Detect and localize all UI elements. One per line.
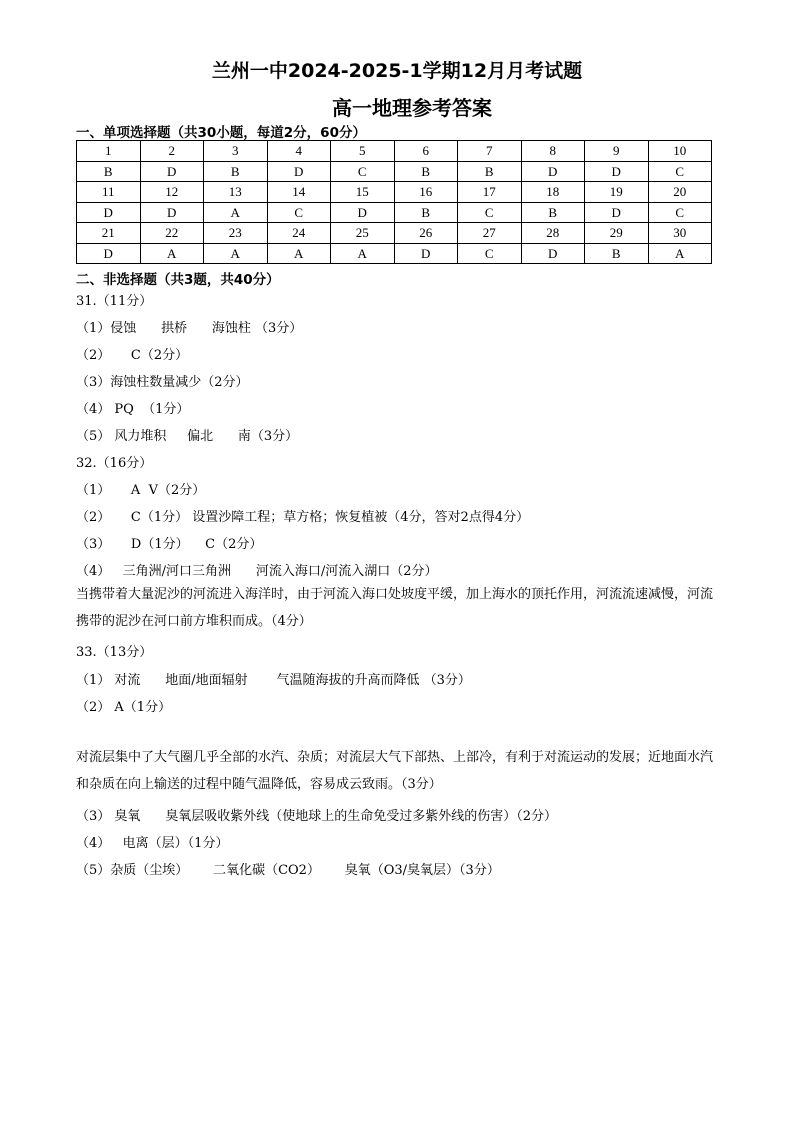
answer-row xyxy=(77,202,712,223)
question-number-cell: 1 xyxy=(77,141,141,162)
question-number-cell: 5 xyxy=(331,141,395,162)
answer-row xyxy=(77,243,712,264)
question-number-cell: 19 xyxy=(585,182,649,203)
q31-answer-4: （4） PQ （1分） xyxy=(76,402,190,417)
q33-explanation: 对流层集中了大气圈几乎全部的水汽、杂质；对流层大气下部热、上部冷，有利于对流运动的发展；近地面水汽和杂质在向上输送的过程中随气温降低，容易成云致雨。（3分） xyxy=(76,750,714,792)
question-number-cell: 28 xyxy=(521,223,585,244)
answer-cell: C xyxy=(458,202,522,223)
question-number-cell: 9 xyxy=(585,141,649,162)
q32-answer-3: （3） D（1分） C（2分） xyxy=(76,537,263,552)
answer-cell: C xyxy=(267,202,331,223)
answer-row xyxy=(77,161,712,182)
question-number-row xyxy=(77,141,712,162)
answer-cell: D xyxy=(267,161,331,182)
q33-answer-2: （2） A（1分） xyxy=(76,700,172,715)
question-number-cell: 15 xyxy=(331,182,395,203)
q32-answer-1: （1） A V（2分） xyxy=(76,483,206,498)
q33-answer-4: （4） 电离（层）（1分） xyxy=(76,836,229,851)
q31-answer-5: （5） 风力堆积 偏北 南（3分） xyxy=(76,429,299,444)
q33-answer-1: （1） 对流 地面/地面辐射 气温随海拔的升高而降低 （3分） xyxy=(76,673,471,688)
question-number-cell: 12 xyxy=(140,182,204,203)
section-2-heading: 二、非选择题（共3题，共40分） xyxy=(76,272,280,288)
question-number-cell: 27 xyxy=(458,223,522,244)
question-number-cell: 11 xyxy=(77,182,141,203)
q33-title: 33.（13分） xyxy=(76,645,153,660)
answer-cell: D xyxy=(521,161,585,182)
section-1-heading: 一、单项选择题（共30小题，每道2分，60分） xyxy=(76,125,366,141)
question-number-cell: 16 xyxy=(394,182,458,203)
question-number-cell: 29 xyxy=(585,223,649,244)
question-number-cell: 22 xyxy=(140,223,204,244)
q32-title: 32.（16分） xyxy=(76,456,153,471)
q33-answer-5: （5）杂质（尘埃） 二氧化碳（CO2） 臭氧（O3/臭氧层）（3分） xyxy=(76,863,500,878)
question-number-cell: 21 xyxy=(77,223,141,244)
question-number-cell: 17 xyxy=(458,182,522,203)
answer-cell: D xyxy=(140,202,204,223)
answer-cell: D xyxy=(77,202,141,223)
question-number-cell: 26 xyxy=(394,223,458,244)
answer-cell: B xyxy=(458,161,522,182)
q32-answer-2: （2） C（1分） 设置沙障工程；草方格；恢复植被（4分，答对2点得4分） xyxy=(76,510,530,525)
q31-answer-1: （1）侵蚀 拱桥 海蚀柱 （3分） xyxy=(76,321,303,336)
question-number-cell: 10 xyxy=(648,141,712,162)
answer-cell: B xyxy=(394,161,458,182)
question-number-cell: 8 xyxy=(521,141,585,162)
answer-cell: A xyxy=(204,202,268,223)
question-number-cell: 23 xyxy=(204,223,268,244)
exam-title: 兰州一中2024-2025-1学期12月月考试题 xyxy=(211,60,583,82)
question-number-cell: 7 xyxy=(458,141,522,162)
answer-cell: B xyxy=(394,202,458,223)
answer-cell: D xyxy=(394,243,458,264)
answer-cell: B xyxy=(77,161,141,182)
question-number-cell: 2 xyxy=(140,141,204,162)
q31-title: 31.（11分） xyxy=(76,294,153,309)
question-number-cell: 14 xyxy=(267,182,331,203)
answer-cell: A xyxy=(331,243,395,264)
answer-cell: D xyxy=(77,243,141,264)
answer-cell: D xyxy=(585,161,649,182)
answer-cell: A xyxy=(267,243,331,264)
q32-answer-4: （4） 三角洲/河口三角洲 河流入海口/河流入湖口（2分） xyxy=(76,564,438,579)
question-number-cell: 3 xyxy=(204,141,268,162)
q32-explanation: 当携带着大量泥沙的河流进入海洋时，由于河流入海口处坡度平缓，加上海水的顶托作用，河流流速减慢，河流携带的泥沙在河口前方堆积而成。（4分） xyxy=(76,587,714,629)
answer-cell: B xyxy=(521,202,585,223)
answer-cell: D xyxy=(585,202,649,223)
answer-cell: A xyxy=(140,243,204,264)
question-number-cell: 18 xyxy=(521,182,585,203)
answer-cell: C xyxy=(648,202,712,223)
q33-answer-3: （3） 臭氧 臭氧层吸收紫外线（使地球上的生命免受过多紫外线的伤害）（2分） xyxy=(76,809,557,824)
answer-cell: C xyxy=(331,161,395,182)
question-number-cell: 20 xyxy=(648,182,712,203)
q31-answer-2: （2） C（2分） xyxy=(76,348,189,363)
answer-key-title: 高一地理参考答案 xyxy=(332,96,492,120)
question-number-cell: 25 xyxy=(331,223,395,244)
answer-cell: D xyxy=(521,243,585,264)
question-number-cell: 4 xyxy=(267,141,331,162)
answer-cell: D xyxy=(331,202,395,223)
question-number-cell: 6 xyxy=(394,141,458,162)
answer-cell: A xyxy=(204,243,268,264)
answer-cell: C xyxy=(458,243,522,264)
question-number-row xyxy=(77,223,712,244)
answer-cell: D xyxy=(140,161,204,182)
question-number-cell: 30 xyxy=(648,223,712,244)
q31-answer-3: （3）海蚀柱数量减少（2分） xyxy=(76,375,249,390)
answer-table xyxy=(76,140,712,264)
answer-cell: C xyxy=(648,161,712,182)
answer-cell: A xyxy=(648,243,712,264)
answer-cell: B xyxy=(204,161,268,182)
question-number-cell: 24 xyxy=(267,223,331,244)
question-number-row xyxy=(77,182,712,203)
question-number-cell: 13 xyxy=(204,182,268,203)
answer-cell: B xyxy=(585,243,649,264)
